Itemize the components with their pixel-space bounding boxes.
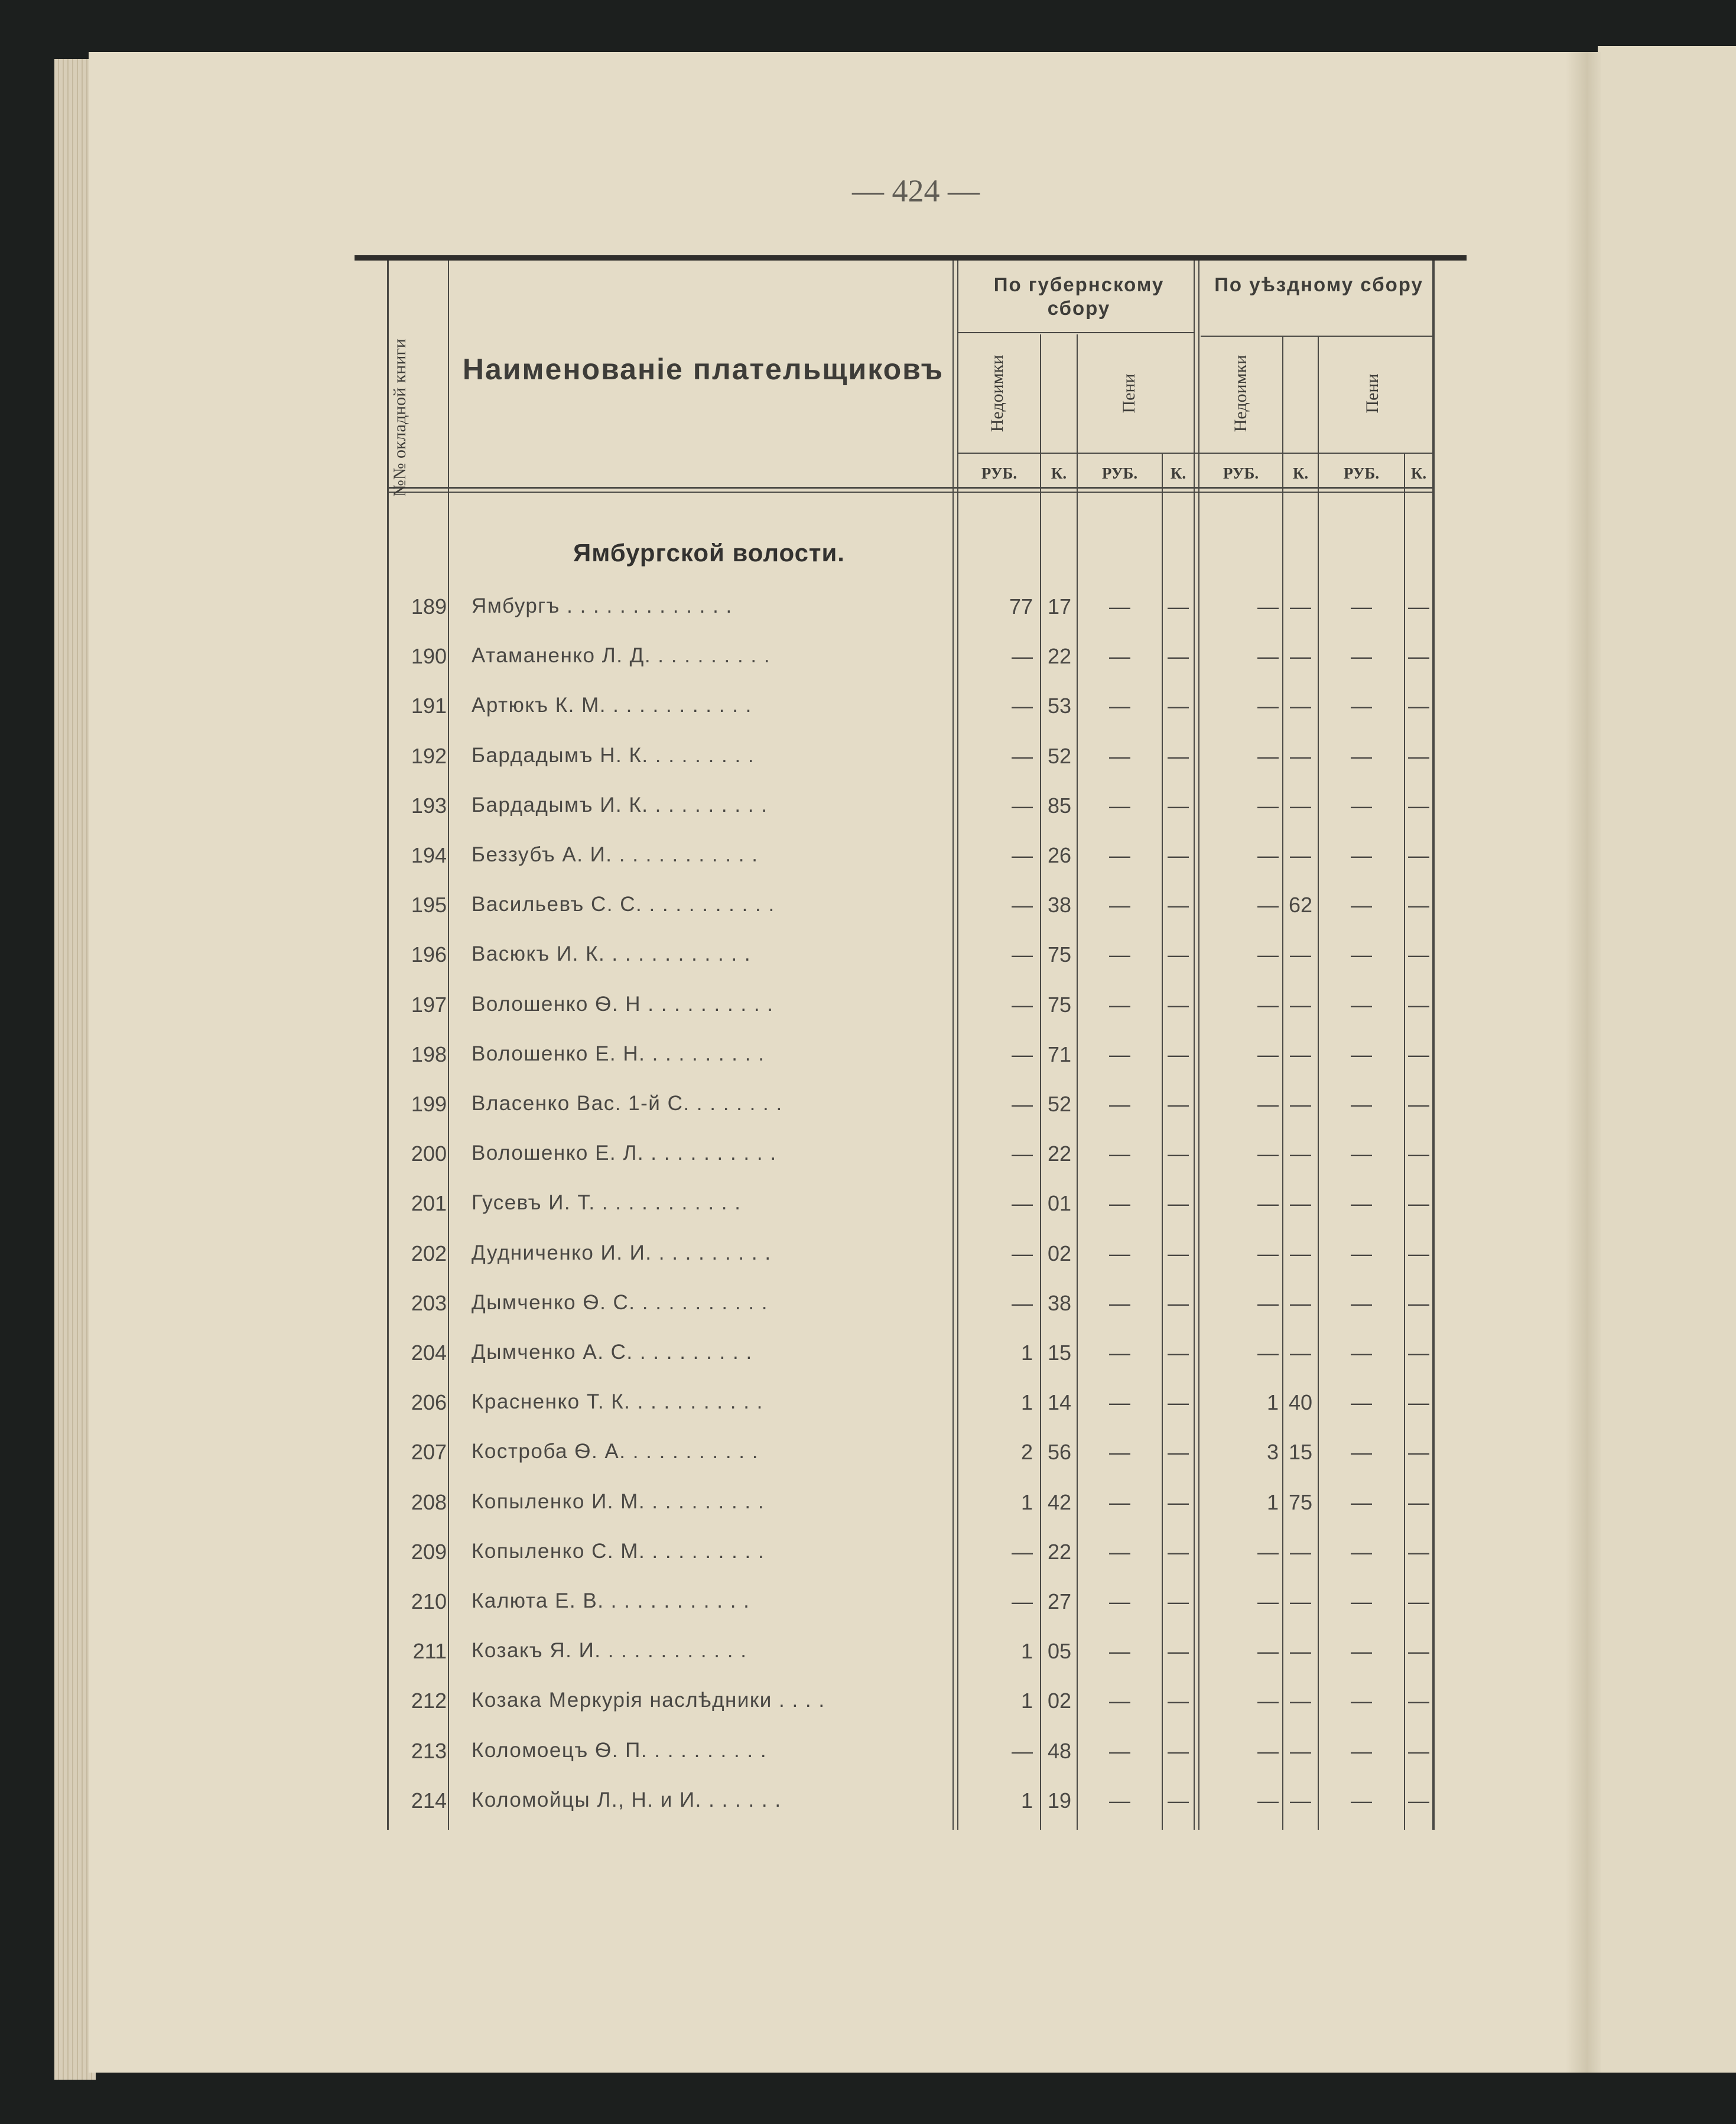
table-row: [0, 1228, 1736, 1278]
cell-g-kop: 14: [1047, 1390, 1072, 1415]
table-row: [0, 1278, 1736, 1328]
book-number: 203: [411, 1290, 447, 1315]
book-number: 200: [411, 1141, 447, 1166]
cell-u-kop: 15: [1288, 1440, 1313, 1465]
cell-up-kop: —: [1408, 694, 1429, 718]
cell-up-kop: —: [1408, 1290, 1429, 1315]
cell-gp-kop: —: [1168, 992, 1189, 1017]
cell-gp-kop: —: [1168, 594, 1189, 619]
cell-u-rub: —: [1257, 1141, 1279, 1166]
cell-gp-kop: —: [1168, 1092, 1189, 1116]
cell-up-rub: —: [1351, 1092, 1372, 1116]
cell-gp-rub: —: [1109, 1639, 1130, 1664]
cell-u-rub: —: [1257, 1241, 1279, 1266]
cell-gp-kop: —: [1168, 743, 1189, 768]
cell-gp-rub: —: [1109, 694, 1130, 718]
cell-u-kop: —: [1290, 1341, 1311, 1365]
cell-up-rub: —: [1351, 1689, 1372, 1713]
table-row: [0, 1477, 1736, 1527]
book-number: 201: [411, 1191, 447, 1216]
cell-gp-kop: —: [1168, 1042, 1189, 1066]
cell-g-kop: 22: [1047, 644, 1072, 669]
cell-gp-kop: —: [1168, 1241, 1189, 1266]
page-number: — 424 —: [852, 173, 980, 209]
cell-up-rub: —: [1351, 1489, 1372, 1514]
book-number: 189: [411, 594, 447, 619]
table-row: [0, 1328, 1736, 1377]
cell-up-rub: —: [1351, 1341, 1372, 1365]
cell-g-rub: —: [1012, 893, 1033, 918]
cell-g-kop: 02: [1047, 1241, 1072, 1266]
gub-rub-unit: РУБ.: [981, 464, 1017, 482]
cell-u-rub: 1: [1266, 1489, 1279, 1514]
cell-u-rub: —: [1257, 594, 1279, 619]
cell-up-kop: —: [1408, 1639, 1429, 1664]
cell-gp-rub: —: [1109, 1788, 1130, 1813]
cell-gp-kop: —: [1168, 694, 1189, 718]
cell-g-rub: 1: [1020, 1788, 1033, 1813]
gub-kop-unit: К.: [1051, 464, 1067, 482]
cell-g-rub: —: [1012, 843, 1033, 867]
cell-g-rub: —: [1012, 1539, 1033, 1564]
cell-gp-rub: —: [1109, 594, 1130, 619]
header-bottom-rule: [387, 487, 1434, 489]
cell-u-kop: —: [1290, 1092, 1311, 1116]
cell-u-kop: —: [1290, 1191, 1311, 1216]
payer-name: Красненко Т. К. . . . . . . . . . .: [472, 1390, 763, 1414]
cell-u-rub: —: [1257, 1639, 1279, 1664]
cell-up-kop: —: [1408, 1390, 1429, 1415]
cell-g-rub: —: [1012, 1738, 1033, 1763]
cell-u-kop: —: [1290, 992, 1311, 1017]
cell-up-kop: —: [1408, 743, 1429, 768]
cell-gp-rub: —: [1109, 1738, 1130, 1763]
table-row: [0, 1128, 1736, 1178]
book-number: 206: [411, 1390, 447, 1415]
table-row: [0, 780, 1736, 830]
cell-up-kop: —: [1408, 1341, 1429, 1365]
cell-u-rub: 3: [1266, 1440, 1279, 1465]
cell-up-rub: —: [1351, 594, 1372, 619]
cell-up-rub: —: [1351, 1440, 1372, 1465]
book-number: 204: [411, 1341, 447, 1365]
cell-up-rub: —: [1351, 1241, 1372, 1266]
uezd-pen-rub-unit: РУБ.: [1343, 464, 1380, 482]
cell-gp-kop: —: [1168, 1390, 1189, 1415]
book-number: 207: [411, 1440, 447, 1465]
cell-gp-rub: —: [1109, 1539, 1130, 1564]
cell-u-kop: —: [1290, 594, 1311, 619]
cell-gp-kop: —: [1168, 1341, 1189, 1365]
uezd-arrears-header: Недоимки: [1231, 354, 1250, 432]
cell-g-rub: 77: [1009, 594, 1033, 619]
cell-gp-rub: —: [1109, 1589, 1130, 1614]
cell-up-kop: —: [1408, 594, 1429, 619]
table-row: [0, 681, 1736, 730]
cell-g-rub: —: [1012, 1092, 1033, 1116]
book-number: 214: [411, 1788, 447, 1813]
payer-name: Дымченко А. С. . . . . . . . . .: [472, 1341, 753, 1364]
payer-name: Ямбургъ . . . . . . . . . . . . .: [472, 594, 733, 617]
cell-g-rub: —: [1012, 1141, 1033, 1166]
cell-g-kop: 17: [1047, 594, 1072, 619]
cell-g-kop: 52: [1047, 1092, 1072, 1116]
cell-g-kop: 22: [1047, 1141, 1072, 1166]
cell-u-kop: —: [1290, 793, 1311, 818]
table-row: [0, 1676, 1736, 1725]
cell-g-kop: 75: [1047, 992, 1072, 1017]
uezd-rub-unit: РУБ.: [1223, 464, 1259, 482]
cell-u-kop: —: [1290, 1689, 1311, 1713]
cell-g-rub: —: [1012, 1042, 1033, 1066]
cell-up-rub: —: [1351, 1141, 1372, 1166]
gub-pen-rub-unit: РУБ.: [1101, 464, 1138, 482]
cell-u-rub: —: [1257, 1539, 1279, 1564]
payer-name: Волошенко Ѳ. Н . . . . . . . . . .: [472, 992, 774, 1016]
cell-g-rub: —: [1012, 942, 1033, 967]
cell-u-kop: —: [1290, 1241, 1311, 1266]
cell-gp-rub: —: [1109, 1341, 1130, 1365]
cell-up-rub: —: [1351, 942, 1372, 967]
cell-up-rub: —: [1351, 992, 1372, 1017]
cell-up-kop: —: [1408, 1689, 1429, 1713]
book-number: 208: [411, 1489, 447, 1514]
cell-g-kop: 27: [1047, 1589, 1072, 1614]
payer-name: Гусевъ И. Т. . . . . . . . . . . .: [472, 1191, 742, 1215]
cell-up-kop: —: [1408, 793, 1429, 818]
uezd-penalty-header: Пени: [1363, 373, 1382, 414]
cell-g-kop: 26: [1047, 843, 1072, 867]
cell-up-rub: —: [1351, 893, 1372, 918]
cell-g-rub: —: [1012, 694, 1033, 718]
cell-g-rub: —: [1012, 743, 1033, 768]
cell-gp-kop: —: [1168, 1290, 1189, 1315]
cell-up-kop: —: [1408, 1141, 1429, 1166]
cell-gp-rub: —: [1109, 743, 1130, 768]
cell-u-kop: 62: [1288, 893, 1313, 918]
cell-gp-kop: —: [1168, 1639, 1189, 1664]
payer-name: Беззубъ А. И. . . . . . . . . . . .: [472, 843, 759, 866]
cell-u-rub: —: [1257, 942, 1279, 967]
cell-gp-kop: —: [1168, 1489, 1189, 1514]
cell-u-kop: —: [1290, 1639, 1311, 1664]
cell-gp-kop: —: [1168, 1440, 1189, 1465]
cell-gp-rub: —: [1109, 843, 1130, 867]
uezd-kop-unit: К.: [1292, 464, 1309, 482]
cell-u-rub: —: [1257, 1689, 1279, 1713]
cell-g-kop: 56: [1047, 1440, 1072, 1465]
cell-g-rub: 1: [1020, 1489, 1033, 1514]
table-row: [0, 1775, 1736, 1825]
cell-gp-rub: —: [1109, 1390, 1130, 1415]
table-row: [0, 1527, 1736, 1576]
cell-up-kop: —: [1408, 1489, 1429, 1514]
payer-name: Артюкъ К. М. . . . . . . . . . . .: [472, 694, 752, 717]
cell-gp-kop: —: [1168, 1689, 1189, 1713]
table-row: [0, 929, 1736, 979]
cell-u-kop: —: [1290, 644, 1311, 669]
payer-name: Калюта Е. В. . . . . . . . . . . .: [472, 1589, 750, 1612]
gub-group-rule: [958, 332, 1195, 333]
table-row: [0, 830, 1736, 880]
cell-up-rub: —: [1351, 1589, 1372, 1614]
payer-name: Козакъ Я. И. . . . . . . . . . . .: [472, 1639, 747, 1663]
cell-u-rub: —: [1257, 1589, 1279, 1614]
book-number: 198: [411, 1042, 447, 1066]
cell-u-kop: —: [1290, 743, 1311, 768]
cell-g-rub: 1: [1020, 1341, 1033, 1365]
payer-name: Костроба Ѳ. А. . . . . . . . . . .: [472, 1440, 759, 1463]
cell-u-rub: —: [1257, 793, 1279, 818]
uezd-group-header: По уѣздному сбору: [1214, 274, 1423, 295]
cell-gp-kop: —: [1168, 843, 1189, 867]
cell-gp-kop: —: [1168, 644, 1189, 669]
cell-gp-rub: —: [1109, 793, 1130, 818]
header-bottom-rule-2: [387, 492, 1434, 493]
table-row: [0, 1029, 1736, 1079]
book-number: 210: [411, 1589, 447, 1614]
table-row: [0, 731, 1736, 780]
cell-g-rub: —: [1012, 992, 1033, 1017]
table-row: [0, 1626, 1736, 1676]
cell-gp-rub: —: [1109, 644, 1130, 669]
cell-up-rub: —: [1351, 1738, 1372, 1763]
payer-name: Волошенко Е. Л. . . . . . . . . . .: [472, 1141, 777, 1165]
cell-gp-rub: —: [1109, 942, 1130, 967]
cell-g-kop: 48: [1047, 1738, 1072, 1763]
cell-u-rub: —: [1257, 1092, 1279, 1116]
gub-pen-kop-unit: К.: [1170, 464, 1186, 482]
cell-gp-rub: —: [1109, 1241, 1130, 1266]
cell-gp-kop: —: [1168, 1738, 1189, 1763]
book-number: 202: [411, 1241, 447, 1266]
cell-up-kop: —: [1408, 1092, 1429, 1116]
book-number: 212: [411, 1689, 447, 1713]
payer-name: Дудниченко И. И. . . . . . . . . .: [472, 1241, 772, 1264]
cell-gp-kop: —: [1168, 1788, 1189, 1813]
cell-up-rub: —: [1351, 694, 1372, 718]
cell-up-kop: —: [1408, 942, 1429, 967]
cell-g-kop: 53: [1047, 694, 1072, 718]
table-row: [0, 1726, 1736, 1775]
table-row: [0, 880, 1736, 929]
cell-gp-rub: —: [1109, 1092, 1130, 1116]
cell-g-kop: 52: [1047, 743, 1072, 768]
cell-up-rub: —: [1351, 1788, 1372, 1813]
cell-g-kop: 19: [1047, 1788, 1072, 1813]
cell-g-rub: 1: [1020, 1390, 1033, 1415]
table-row: [0, 1427, 1736, 1476]
cell-u-rub: —: [1257, 1042, 1279, 1066]
payer-name: Козака Меркурія наслѣдники . . . .: [472, 1689, 825, 1712]
cell-up-rub: —: [1351, 1390, 1372, 1415]
book-number: 211: [412, 1639, 447, 1664]
gub-arrears-header: Недоимки: [987, 354, 1007, 432]
cell-gp-kop: —: [1168, 793, 1189, 818]
payer-name: Бардадымъ И. К. . . . . . . . . .: [472, 793, 768, 817]
cell-u-kop: —: [1290, 843, 1311, 867]
cell-gp-kop: —: [1168, 1539, 1189, 1564]
cell-u-rub: —: [1257, 644, 1279, 669]
cell-u-rub: —: [1257, 1738, 1279, 1763]
cell-up-rub: —: [1351, 1042, 1372, 1066]
cell-g-kop: 42: [1047, 1489, 1072, 1514]
cell-u-rub: 1: [1266, 1390, 1279, 1415]
cell-u-kop: —: [1290, 694, 1311, 718]
book-number: 196: [411, 942, 447, 967]
payer-name: Волошенко Е. Н. . . . . . . . . .: [472, 1042, 765, 1065]
cell-gp-rub: —: [1109, 1141, 1130, 1166]
cell-u-kop: —: [1290, 1539, 1311, 1564]
cell-up-kop: —: [1408, 1241, 1429, 1266]
book-number: 213: [411, 1738, 447, 1763]
cell-up-rub: —: [1351, 644, 1372, 669]
cell-u-rub: —: [1257, 743, 1279, 768]
cell-g-kop: 02: [1047, 1689, 1072, 1713]
table-row: [0, 631, 1736, 681]
payer-name: Васюкъ И. К. . . . . . . . . . . .: [472, 942, 752, 966]
cell-g-rub: —: [1012, 1191, 1033, 1216]
cell-up-rub: —: [1351, 1290, 1372, 1315]
cell-u-kop: —: [1290, 1042, 1311, 1066]
book-number: 191: [411, 694, 447, 718]
payer-name: Власенко Вас. 1-й С. . . . . . . .: [472, 1092, 783, 1115]
cell-gp-rub: —: [1109, 1042, 1130, 1066]
cell-u-rub: —: [1257, 843, 1279, 867]
cell-up-rub: —: [1351, 1191, 1372, 1216]
cell-u-kop: —: [1290, 1290, 1311, 1315]
table-row: [0, 1576, 1736, 1626]
cell-gp-rub: —: [1109, 1191, 1130, 1216]
cell-up-rub: —: [1351, 743, 1372, 768]
cell-g-rub: —: [1012, 1241, 1033, 1266]
cell-gp-kop: —: [1168, 1589, 1189, 1614]
cell-g-kop: 75: [1047, 942, 1072, 967]
payer-name: Коломойцы Л., Н. и И. . . . . . .: [472, 1788, 782, 1811]
cell-gp-rub: —: [1109, 1290, 1130, 1315]
gub-group-header: По губернскому сбору: [993, 274, 1165, 319]
cell-gp-rub: —: [1109, 1440, 1130, 1465]
cell-gp-kop: —: [1168, 893, 1189, 918]
cell-u-kop: 75: [1288, 1489, 1313, 1514]
cell-up-rub: —: [1351, 843, 1372, 867]
cell-up-kop: —: [1408, 644, 1429, 669]
cell-up-kop: —: [1408, 1191, 1429, 1216]
cell-u-rub: —: [1257, 1788, 1279, 1813]
payer-name: Копыленко С. М. . . . . . . . . .: [472, 1539, 765, 1563]
book-number: 194: [411, 843, 447, 867]
cell-u-kop: —: [1290, 1738, 1311, 1763]
cell-g-rub: —: [1012, 1589, 1033, 1614]
book-number: 199: [411, 1092, 447, 1116]
table-row: [0, 1079, 1736, 1128]
cell-g-rub: 1: [1020, 1639, 1033, 1664]
cell-u-rub: —: [1257, 893, 1279, 918]
payer-name: Васильевъ С. С. . . . . . . . . . .: [472, 893, 775, 916]
cell-u-rub: —: [1257, 992, 1279, 1017]
book-number: 195: [411, 893, 447, 918]
cell-g-kop: 38: [1047, 1290, 1072, 1315]
cell-gp-kop: —: [1168, 1191, 1189, 1216]
payer-name: Атаманенко Л. Д. . . . . . . . . .: [472, 644, 771, 668]
cell-g-kop: 01: [1047, 1191, 1072, 1216]
cell-u-rub: —: [1257, 1341, 1279, 1365]
cell-u-rub: —: [1257, 1191, 1279, 1216]
cell-up-rub: —: [1351, 1539, 1372, 1564]
book-number: 209: [411, 1539, 447, 1564]
cell-u-kop: —: [1290, 942, 1311, 967]
book-number: 190: [411, 644, 447, 669]
cell-gp-kop: —: [1168, 1141, 1189, 1166]
cell-g-rub: —: [1012, 1290, 1033, 1315]
table-row: [0, 1377, 1736, 1427]
table-top-rule: [355, 255, 1467, 261]
table-row: [0, 1178, 1736, 1228]
cell-up-kop: —: [1408, 992, 1429, 1017]
cell-g-kop: 85: [1047, 793, 1072, 818]
cell-g-rub: 2: [1020, 1440, 1033, 1465]
cell-up-kop: —: [1408, 1539, 1429, 1564]
cell-gp-rub: —: [1109, 1489, 1130, 1514]
cell-up-kop: —: [1408, 1589, 1429, 1614]
payer-name: Копыленко И. М. . . . . . . . . .: [472, 1489, 765, 1513]
cell-g-rub: 1: [1020, 1689, 1033, 1713]
section-title: Ямбургской волости.: [573, 539, 845, 567]
cell-up-kop: —: [1408, 1738, 1429, 1763]
cell-u-kop: —: [1290, 1788, 1311, 1813]
uezd-pen-kop-unit: К.: [1410, 464, 1427, 482]
cell-g-kop: 71: [1047, 1042, 1072, 1066]
cell-gp-kop: —: [1168, 942, 1189, 967]
cell-g-kop: 22: [1047, 1539, 1072, 1564]
book-number: 197: [411, 992, 447, 1017]
cell-u-rub: —: [1257, 1290, 1279, 1315]
cell-up-kop: —: [1408, 1440, 1429, 1465]
cell-u-kop: 40: [1288, 1390, 1313, 1415]
cell-up-rub: —: [1351, 793, 1372, 818]
col-name-header: Наименованіе плательщиковъ: [462, 353, 944, 386]
cell-g-kop: 05: [1047, 1639, 1072, 1664]
cell-up-rub: —: [1351, 1639, 1372, 1664]
cell-u-rub: —: [1257, 694, 1279, 718]
cell-u-kop: —: [1290, 1141, 1311, 1166]
gub-penalty-header: Пени: [1119, 373, 1139, 414]
cell-up-kop: —: [1408, 893, 1429, 918]
payer-name: Дымченко Ѳ. С. . . . . . . . . . .: [472, 1290, 769, 1314]
book-number: 193: [411, 793, 447, 818]
table-row: [0, 980, 1736, 1029]
payer-name: Коломоецъ Ѳ. П. . . . . . . . . .: [472, 1738, 768, 1762]
cell-up-kop: —: [1408, 1788, 1429, 1813]
cell-gp-rub: —: [1109, 1689, 1130, 1713]
units-rule: [958, 453, 1434, 454]
table-row: [0, 581, 1736, 631]
cell-gp-rub: —: [1109, 893, 1130, 918]
cell-up-kop: —: [1408, 1042, 1429, 1066]
book-number: 192: [411, 743, 447, 768]
cell-gp-rub: —: [1109, 992, 1130, 1017]
col-book-header: №№ окладной книги: [390, 339, 409, 497]
payer-name: Бардадымъ Н. К. . . . . . . . .: [472, 743, 755, 767]
cell-u-kop: —: [1290, 1589, 1311, 1614]
cell-g-kop: 38: [1047, 893, 1072, 918]
cell-g-kop: 15: [1047, 1341, 1072, 1365]
cell-up-kop: —: [1408, 843, 1429, 867]
cell-g-rub: —: [1012, 793, 1033, 818]
cell-g-rub: —: [1012, 644, 1033, 669]
